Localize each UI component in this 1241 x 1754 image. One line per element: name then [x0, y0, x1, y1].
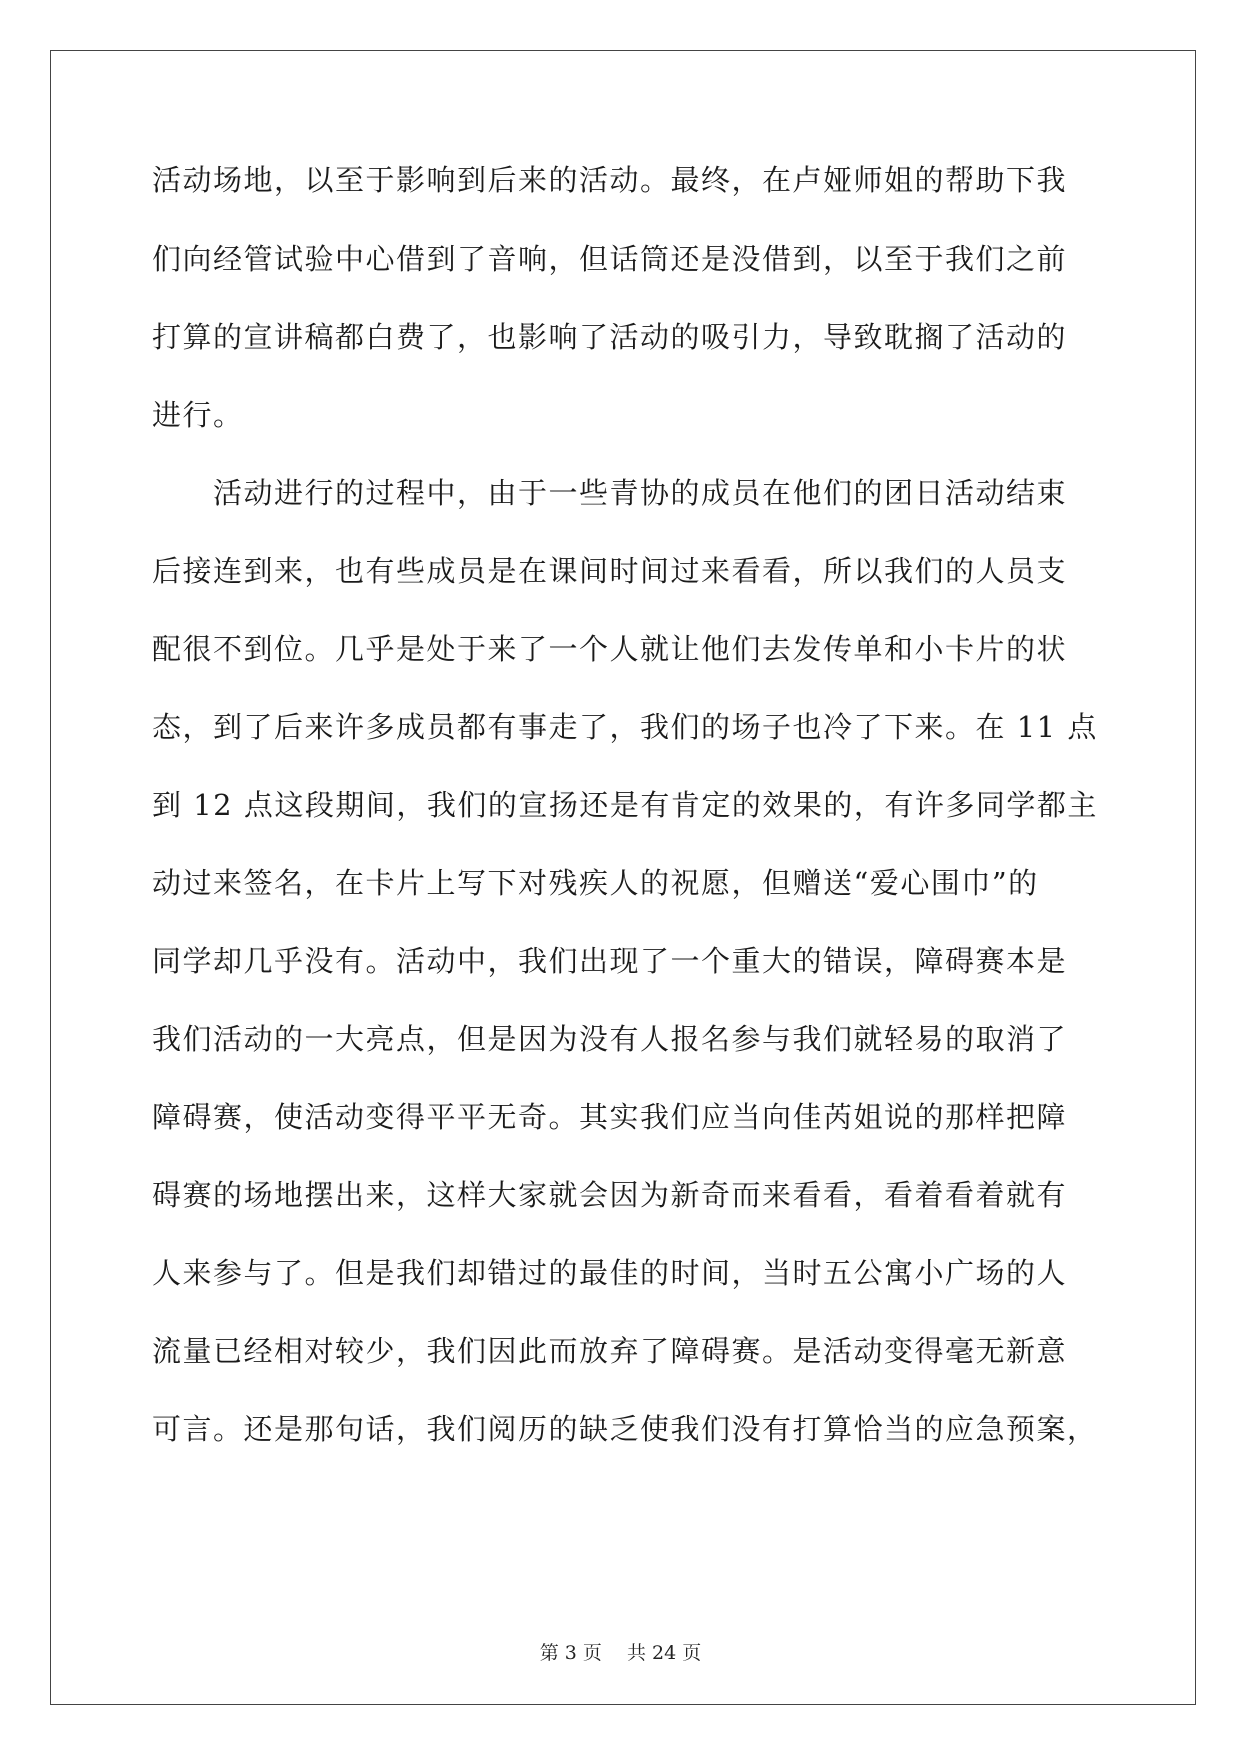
text-line: 同学却几乎没有。活动中，我们出现了一个重大的错误，障碍赛本是 — [152, 944, 1068, 978]
text-line: 活动进行的过程中，由于一些青协的成员在他们的团日活动结束 — [152, 476, 1068, 510]
text-line: 态，到了后来许多成员都有事走了，我们的场子也冷了下来。在 11 点 — [152, 710, 1098, 744]
text-line: 活动场地，以至于影响到后来的活动。最终，在卢娅师姐的帮助下我 — [152, 163, 1068, 197]
text-line: 碍赛的场地摆出来，这样大家就会因为新奇而来看看，看着看着就有 — [152, 1178, 1068, 1212]
text-line: 流量已经相对较少，我们因此而放弃了障碍赛。是活动变得毫无新意 — [152, 1334, 1068, 1368]
page-footer — [0, 1638, 1241, 1665]
text-line: 可言。还是那句话，我们阅历的缺乏使我们没有打算恰当的应急预案， — [152, 1412, 1098, 1446]
text-line: 进行。 — [152, 398, 244, 432]
page-number-label: 第 3 页 共 24 页 — [539, 1642, 702, 1664]
text-line: 动过来签名，在卡片上写下对残疾人的祝愿，但赠送“爱心围巾”的 — [152, 866, 1039, 900]
text-line: 们向经管试验中心借到了音响，但话筒还是没借到，以至于我们之前 — [152, 242, 1068, 276]
text-line: 到 12 点这段期间，我们的宣扬还是有肯定的效果的，有许多同学都主 — [152, 788, 1098, 822]
text-line: 打算的宣讲稿都白费了，也影响了活动的吸引力，导致耽搁了活动的 — [152, 320, 1068, 354]
text-line: 人来参与了。但是我们却错过的最佳的时间，当时五公寓小广场的人 — [152, 1256, 1068, 1290]
text-line: 后接连到来，也有些成员是在课间时间过来看看，所以我们的人员支 — [152, 554, 1068, 588]
text-line: 障碍赛，使活动变得平平无奇。其实我们应当向佳芮姐说的那样把障 — [152, 1100, 1068, 1134]
text-line: 我们活动的一大亮点，但是因为没有人报名参与我们就轻易的取消了 — [152, 1022, 1068, 1056]
text-line: 配很不到位。几乎是处于来了一个人就让他们去发传单和小卡片的状 — [152, 632, 1068, 666]
